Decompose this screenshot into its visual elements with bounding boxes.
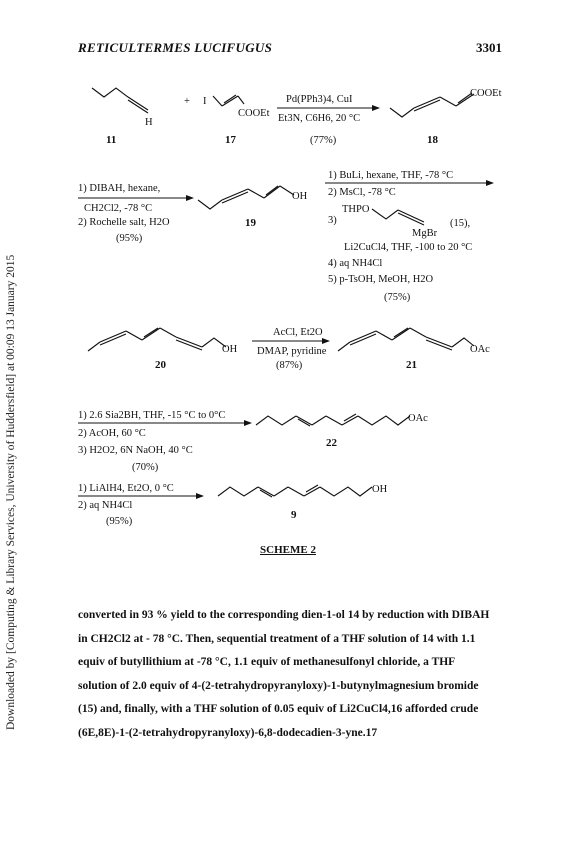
compound-label-11: 11 <box>106 134 117 146</box>
step3-line6: 5) p-TsOH, MeOH, H2O <box>328 274 434 285</box>
body-line: solution of 2.0 equiv of 4-(2-tetrahydropyranyloxy)-1-butynylmagnesium bromide <box>78 679 479 692</box>
compound-label-17: 17 <box>225 134 236 146</box>
compound-label-21: 21 <box>406 359 417 371</box>
hydroxyl-group-9: OH <box>372 484 388 495</box>
compound-20-structure <box>88 328 226 351</box>
compound-label-20: 20 <box>155 359 166 371</box>
compound-label-19: 19 <box>245 217 256 229</box>
step5-yield: (70%) <box>132 462 159 473</box>
step3-line2: 2) MsCl, -78 °C <box>328 187 396 198</box>
thpo-group: THPO <box>342 204 370 215</box>
compound-18-structure <box>390 93 474 117</box>
step2-line1: 1) DIBAH, hexane, <box>78 183 161 194</box>
body-line: in CH2Cl2 at - 78 °C. Then, sequential treatment of a THF solution of 14 with 1.1 <box>78 632 476 645</box>
compound-label-15: (15), <box>450 218 471 229</box>
plus-sign: + <box>184 96 190 107</box>
step4-conditions: DMAP, pyridine <box>257 346 327 357</box>
step2-line2: CH2Cl2, -78 °C <box>84 203 153 214</box>
step4-yield: (87%) <box>276 360 303 371</box>
compound-19-structure <box>198 186 294 209</box>
body-line: equiv of butyllithium at -78 °C, 1.1 equiv of methanesulfonyl chloride, a THF <box>78 656 456 668</box>
step2-yield: (95%) <box>116 233 143 244</box>
body-line: converted in 93 % yield to the corresponding dien-1-ol 14 by reduction with DIBAH <box>78 609 490 621</box>
compound-label-18: 18 <box>427 134 438 146</box>
step5-line3: 3) H2O2, 6N NaOH, 40 °C <box>78 445 193 456</box>
step3-line4: Li2CuCl4, THF, -100 to 20 °C <box>344 242 473 253</box>
ester-group-18: COOEt <box>470 88 502 99</box>
compound-9-structure <box>218 485 372 497</box>
step6-line2: 2) aq NH4Cl <box>78 500 133 511</box>
step1-yield: (77%) <box>310 135 337 146</box>
page-number: 3301 <box>476 40 502 55</box>
step5-line2: 2) AcOH, 60 °C <box>78 428 146 439</box>
acetate-group-21: OAc <box>470 344 490 355</box>
compound-22-structure <box>256 414 410 426</box>
compound-17-structure <box>213 95 244 106</box>
step3-yield: (75%) <box>384 292 411 303</box>
download-watermark-text: Downloaded by [Computing & Library Services, University of Huddersfield] at 00:09 13 January 2015 <box>5 254 17 730</box>
step6-line1: 1) LiAlH4, Et2O, 0 °C <box>78 483 174 494</box>
compound-15-structure <box>372 209 424 225</box>
hydroxyl-group-19: OH <box>292 191 308 202</box>
hydrogen-label: H <box>145 117 153 128</box>
mgbr-group: MgBr <box>412 228 438 239</box>
step3-line5: 4) aq NH4Cl <box>328 258 383 269</box>
step2-line3: 2) Rochelle salt, H2O <box>78 217 170 228</box>
compound-21-structure <box>338 328 474 351</box>
body-line: (6E,8E)-1-(2-tetrahydropyranyloxy)-6,8-dodecadien-3-yne.17 <box>78 726 378 739</box>
step4-reagent: AcCl, Et2O <box>273 327 323 338</box>
compound-label-22: 22 <box>326 437 337 449</box>
running-title: RETICULTERMES LUCIFUGUS <box>78 40 273 55</box>
ester-group-17: COOEt <box>238 108 270 119</box>
acetate-group-22: OAc <box>408 413 428 424</box>
body-line: (15) and, finally, with a THF solution of 0.05 equiv of Li2CuCl4,16 afforded crude <box>78 703 479 715</box>
compound-label-9: 9 <box>291 509 297 521</box>
step3-number: 3) <box>328 215 337 226</box>
step3-line1: 1) BuLi, hexane, THF, -78 °C <box>328 170 454 181</box>
compound-11-structure <box>92 88 148 113</box>
scheme-caption: SCHEME 2 <box>260 544 316 556</box>
hydroxyl-group-20: OH <box>222 344 238 355</box>
step6-yield: (95%) <box>106 516 133 527</box>
step1-conditions: Et3N, C6H6, 20 °C <box>278 113 361 124</box>
body-paragraph <box>78 604 510 745</box>
iodine-label: I <box>203 96 207 107</box>
step1-catalyst: Pd(PPh3)4, CuI <box>286 94 353 105</box>
step5-line1: 1) 2.6 Sia2BH, THF, -15 °C to 0°C <box>78 410 226 421</box>
